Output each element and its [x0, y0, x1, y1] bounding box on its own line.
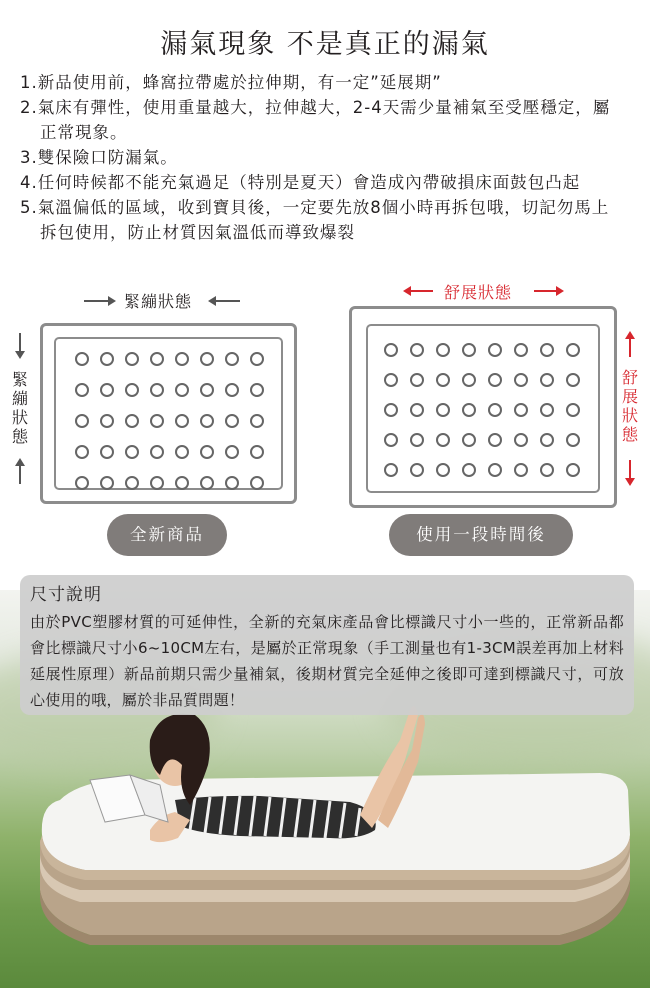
air-cell-dot — [150, 476, 164, 490]
air-cell-dot — [540, 433, 554, 447]
air-cell-dot — [200, 352, 214, 366]
arrow-left-icon — [210, 300, 240, 302]
air-cell-dot — [540, 463, 554, 477]
arrow-down-icon — [19, 333, 21, 357]
air-cell-dot — [410, 463, 424, 477]
air-cell-dot — [540, 343, 554, 357]
air-cell-dot — [514, 373, 528, 387]
notes-list — [20, 70, 620, 245]
air-cell-dot — [250, 383, 264, 397]
tight-side-label: 緊繃狀態 — [11, 370, 28, 446]
air-cell-dot — [75, 476, 89, 490]
air-cell-dot — [384, 373, 398, 387]
air-cell-dot — [225, 383, 239, 397]
air-cell-dot — [75, 445, 89, 459]
air-cell-dot — [100, 476, 114, 490]
air-cell-dot — [175, 414, 189, 428]
air-cell-dot — [100, 445, 114, 459]
air-cell-dot — [125, 476, 139, 490]
note-item: 3.雙保險口防漏氣。 — [20, 148, 178, 167]
air-cell-dot — [514, 463, 528, 477]
air-cell-dot — [436, 463, 450, 477]
air-cell-dot — [566, 373, 580, 387]
air-cell-dot — [462, 343, 476, 357]
air-cell-dot — [225, 414, 239, 428]
note-item: 5.氣溫偏低的區域，收到寶貝後，一定要先放8個小時再拆包哦，切記勿馬上拆包使用，防止材質因氣溫低而導致爆裂 — [20, 198, 610, 242]
arrow-up-icon — [19, 460, 21, 484]
air-cell-dot — [488, 343, 502, 357]
note-item: 2.氣床有彈性，使用重量越大，拉伸越大，2-4天需少量補氣至受壓穩定，屬正常現象。 — [20, 98, 611, 142]
air-cell-dot — [200, 476, 214, 490]
after-use-caption: 使用一段時間後 — [389, 514, 573, 556]
air-cell-dot — [250, 414, 264, 428]
air-cell-dot — [200, 383, 214, 397]
air-cell-dot — [150, 383, 164, 397]
air-cell-dot — [175, 445, 189, 459]
air-cell-dot — [175, 476, 189, 490]
air-cell-dot — [384, 403, 398, 417]
air-cell-dot — [514, 433, 528, 447]
air-cell-dot — [75, 414, 89, 428]
air-cell-dot — [514, 343, 528, 357]
arrow-right-icon — [534, 290, 562, 292]
air-cell-dot — [100, 352, 114, 366]
air-cell-dot — [75, 383, 89, 397]
air-cell-dot — [488, 373, 502, 387]
arrow-up-icon — [629, 333, 631, 357]
air-cell-dot — [488, 433, 502, 447]
note-item: 1.新品使用前，蜂窩拉帶處於拉伸期，有一定”延展期” — [20, 73, 442, 92]
air-cell-dot — [225, 352, 239, 366]
air-cell-dot — [125, 352, 139, 366]
air-cell-dot — [225, 445, 239, 459]
air-cell-dot — [436, 343, 450, 357]
air-cell-dot — [410, 403, 424, 417]
relaxed-top-label: 舒展狀態 — [444, 283, 513, 302]
air-cell-dot — [566, 403, 580, 417]
air-cell-dot — [250, 476, 264, 490]
air-cell-dot — [250, 445, 264, 459]
air-cell-dot — [125, 383, 139, 397]
air-cell-dot — [462, 373, 476, 387]
air-cell-dot — [540, 403, 554, 417]
new-product-caption: 全新商品 — [107, 514, 227, 556]
relaxed-mattress-illustration — [349, 306, 617, 508]
air-cell-dot — [488, 463, 502, 477]
air-cell-dot — [540, 373, 554, 387]
air-cell-dot — [200, 414, 214, 428]
air-cell-dot — [100, 414, 114, 428]
page-title: 漏氣現象 不是真正的漏氣 — [160, 29, 490, 60]
size-explanation-panel — [20, 575, 634, 715]
air-cell-dot — [410, 433, 424, 447]
air-cell-dot — [462, 463, 476, 477]
arrow-down-icon — [629, 460, 631, 484]
air-cell-dot — [125, 445, 139, 459]
air-cell-dot — [384, 433, 398, 447]
air-cell-dot — [150, 414, 164, 428]
tight-top-label: 緊繃狀態 — [124, 292, 193, 311]
air-cell-dot — [566, 463, 580, 477]
air-cell-dot — [514, 403, 528, 417]
arrow-left-icon — [405, 290, 433, 292]
air-cell-dot — [462, 433, 476, 447]
air-cell-dot — [200, 445, 214, 459]
note-item: 4.任何時候都不能充氣過足（特別是夏天）會造成內帶破損床面鼓包凸起 — [20, 173, 581, 192]
air-cell-dot — [410, 373, 424, 387]
tight-mattress-illustration — [40, 323, 297, 504]
air-cell-dot — [566, 343, 580, 357]
air-cell-dot — [410, 343, 424, 357]
air-cell-dot — [436, 373, 450, 387]
air-cell-dot — [225, 476, 239, 490]
air-cell-dot — [436, 403, 450, 417]
relaxed-side-label: 舒展狀態 — [621, 368, 638, 444]
air-cell-dot — [75, 352, 89, 366]
air-cell-dot — [125, 414, 139, 428]
air-cell-dot — [384, 463, 398, 477]
size-body-text: 由於PVC塑膠材質的可延伸性，全新的充氣床產品會比標識尺寸小一些的，正常新品都會比標識尺寸小6~10CM左右，是屬於正常現象（手工測量也有1-3CM誤差再加上材料延展性原理）新品前期只需少量補氣，後期材質完全延伸之後即可達到標識尺寸，可放心使用的哦，屬於非品質問題！ — [30, 613, 624, 709]
air-cell-dot — [175, 383, 189, 397]
arrow-right-icon — [84, 300, 114, 302]
air-cell-dot — [150, 445, 164, 459]
air-cell-dot — [100, 383, 114, 397]
air-cell-dot — [436, 433, 450, 447]
air-cell-dot — [175, 352, 189, 366]
air-cell-dot — [150, 352, 164, 366]
air-cell-dot — [462, 403, 476, 417]
size-heading: 尺寸說明 — [30, 585, 102, 605]
air-cell-dot — [384, 343, 398, 357]
air-cell-dot — [566, 433, 580, 447]
air-cell-dot — [250, 352, 264, 366]
air-cell-dot — [488, 403, 502, 417]
